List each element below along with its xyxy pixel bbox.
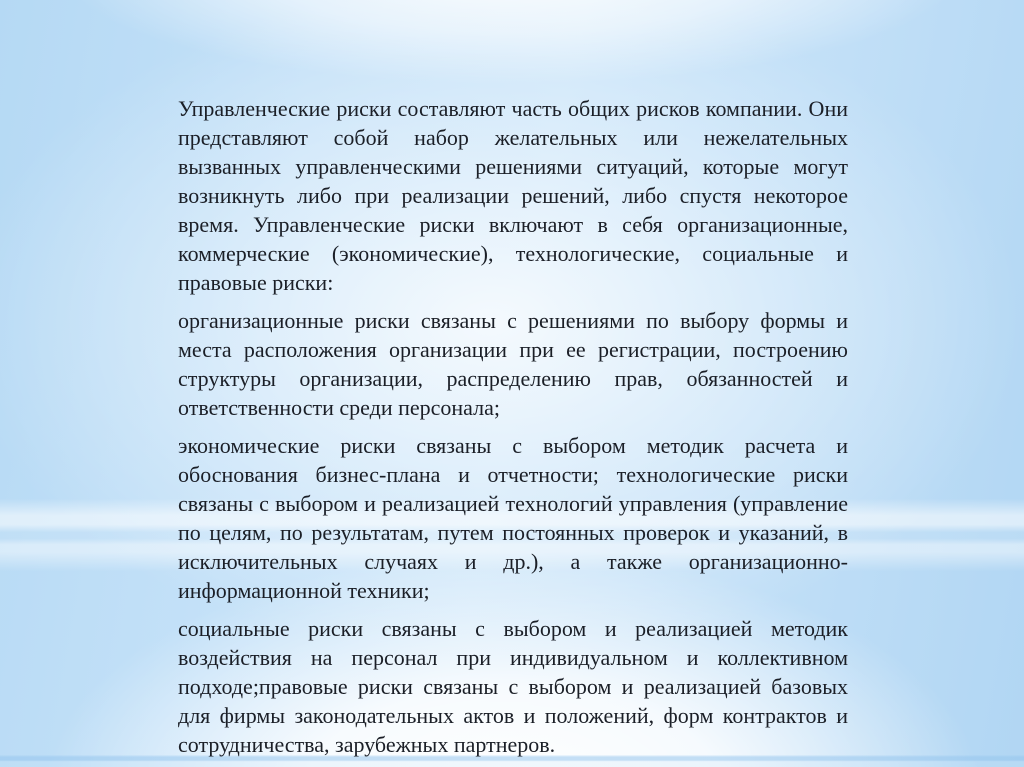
paragraph-organizational-risks: организационные риски связаны с решениями по выбору формы и места расположения организации при ее регистрации, построению структуры организации, распределению прав, обязанностей и ответственности среди персонала; [178,308,848,420]
paragraph-management-risks-intro: Управленческие риски составляют часть общих рисков компании. Они представляют собой набор желательных или нежелательных вызванных управленческими решениями ситуаций, которые могут возникнуть либо при реализации решений, либо спустя некоторое время. Управленческие риски включают в себя организационные, коммерческие (экономические), технологические, социальные и правовые риски: [178,96,848,295]
paragraph-social-legal-risks: социальные риски связаны с выбором и реализацией методик воздействия на персонал при индивидуальном и коллективном подходе;правовые риски связаны с выбором и реализацией базовых для фирмы законодательных актов и положений, форм контрактов и сотрудничества, зарубежных партнеров. [178,616,848,757]
slide-body-text [178,94,848,759]
paragraph-economic-technological-risks: экономические риски связаны с выбором методик расчета и обоснования бизнес-плана и отчетности; технологические риски связаны с выбором и реализацией технологий управления (управление по целям, по результатам, путем постоянных проверок и указаний, в исключительных случаях и др.), а также организационно-информационной техники; [178,433,848,603]
